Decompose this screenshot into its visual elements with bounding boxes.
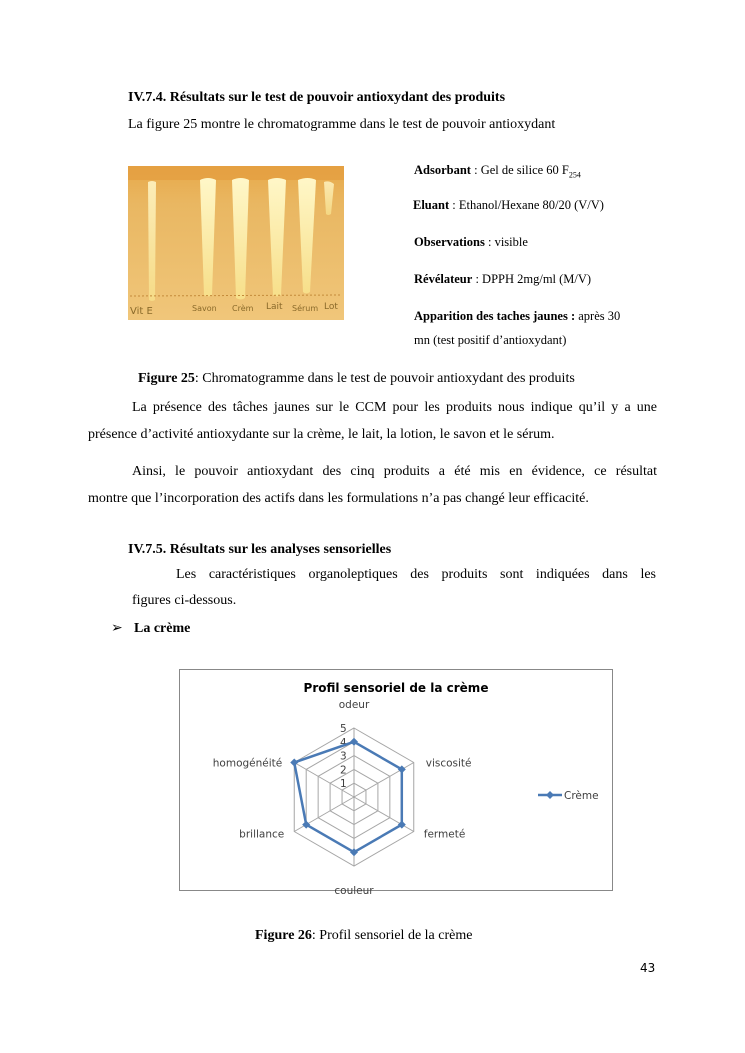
apparition-label: Apparition des taches jaunes : [414,309,576,323]
series-line-0 [294,742,402,852]
category-label-couleur: couleur [334,885,374,897]
axis-spoke-1 [354,763,414,798]
plate-label-4: Lait [266,302,283,312]
condition-apparition-cont: mn (test positif d’antioxydant) [414,333,567,347]
tick-label-3: 3 [340,750,347,763]
radar-plot-svg [180,670,612,897]
page-number: 43 [640,961,656,975]
category-label-odeur: odeur [338,699,370,711]
bullet-text: La crème [134,621,191,636]
tick-label-2: 2 [340,764,347,777]
radar-chart [179,669,613,897]
section-intro-744: La figure 25 montre le chromatogramme dans le test de pouvoir antioxydant [128,117,556,132]
tick-label-1: 1 [340,778,347,791]
figure-26-caption [255,927,472,945]
category-label-brillance: brillance [239,828,285,841]
section-heading-745: IV.7.5. Résultats sur les analyses sensorielles [128,542,392,557]
adsorbant-subscript: 254 [568,170,581,180]
tick-label-5: 5 [340,723,347,735]
plate-label-5: Sérum [292,304,319,313]
category-label-fermeté: fermeté [423,828,466,841]
bullet-marker: ➢ [111,621,123,636]
tick-label-4: 4 [340,736,347,749]
paragraph-1-line-2: présence d’activité antioxydante sur la crème, le lait, la lotion, le savon et le sérum. [88,427,555,442]
eluant-label: Eluant [413,198,450,212]
plate-label-1: Vit E [130,306,153,317]
eluant-value: : Ethanol/Hexane 80/20 (V/V) [449,198,604,212]
section-745-line-2: figures ci-dessous. [132,593,237,608]
plate-label-6: Lot [324,302,338,312]
category-label-viscosité: viscosité [425,757,472,770]
paragraph-2-line-2: montre que l’incorporation des actifs dans les formulations n’a pas changé leur efficacité. [88,491,589,506]
observations-label: Observations [414,235,485,249]
legend-label: Crème [564,790,599,802]
axis-spoke-2 [354,797,414,832]
apparition-value-1: après 30 [575,309,621,323]
condition-revelateur [414,272,591,287]
plate-label-3: Crèm [232,304,254,313]
figure-26-text: : Profil sensoriel de la crème [311,928,473,943]
section-heading-744: IV.7.4. Résultats sur le test de pouvoir antioxydant des produits [128,90,506,105]
condition-observations [414,235,528,250]
chart-title: Profil sensoriel de la crème [303,681,489,695]
adsorbant-value: : Gel de silice 60 F [470,163,569,177]
figure-25-text: : Chromatogramme dans le test de pouvoir antioxydant des produits [194,371,575,386]
figure-25-caption [138,370,575,388]
condition-apparition [414,309,620,324]
legend-marker [546,791,554,799]
condition-eluant [413,198,604,213]
observations-value: : visible [484,235,528,249]
section-745-line-1: Les caractéristiques organoleptiques des produits sont indiquées dans les [176,567,656,582]
figure-25-label: Figure 25 [138,371,195,386]
paragraph-1-line-1: La présence des tâches jaunes sur le CCM pour les produits nous indique qu’il y a une [132,400,657,415]
revelateur-value: : DPPH 2mg/ml (M/V) [472,272,592,286]
condition-adsorbant [414,163,581,180]
category-label-homogénéité: homogénéité [212,757,283,770]
adsorbant-label: Adsorbant [414,163,471,177]
tlc-plate-photo [128,166,344,320]
paragraph-2-line-1: Ainsi, le pouvoir antioxydant des cinq produits a été mis en évidence, ce résultat [132,464,657,479]
data-point-homogénéité [290,759,298,767]
revelateur-label: Révélateur [414,272,473,286]
plate-label-2: Savon [192,304,217,313]
figure-26-label: Figure 26 [255,928,312,943]
